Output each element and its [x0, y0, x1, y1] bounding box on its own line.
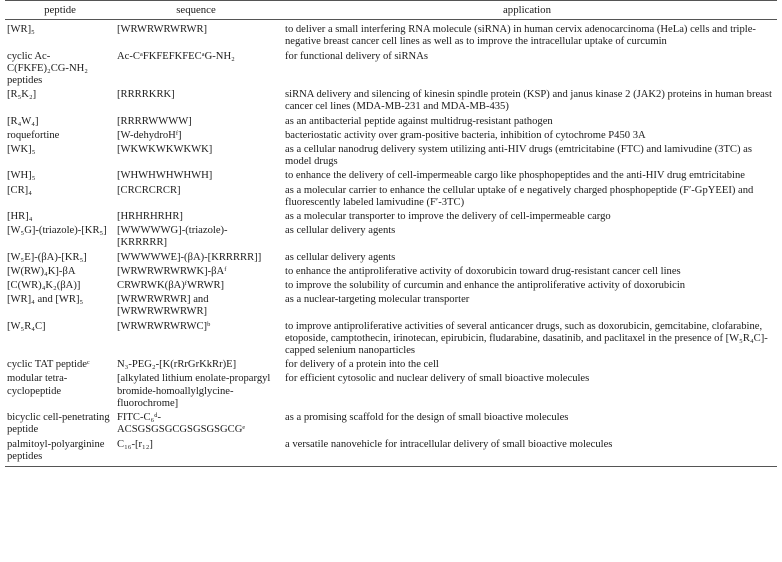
table-row — [5, 211, 777, 225]
application-cell: as a cellular nanodrug delivery system utilizing anti-HIV drugs (emtricitabine (FTC) and lamivudine (3TC) as model drugs — [285, 144, 752, 168]
table-row — [5, 20, 777, 51]
sequence-cell: N₃-PEG₂-[K(rRrGrKkRr)E] — [117, 359, 237, 371]
table-row — [5, 359, 777, 373]
application-cell: for functional delivery of siRNAs — [285, 50, 428, 62]
sequence-cell: CRWRWK(βA)ᶠWRWR] — [117, 280, 225, 292]
table-row — [5, 321, 777, 360]
table-row — [5, 116, 777, 130]
application-cell: to enhance the antiproliferative activity of doxorubicin toward drug-resistant cancer cell lines — [285, 265, 681, 277]
peptide-cell: [WH]₅ — [7, 170, 36, 182]
sequence-cell: [WRWRWRWRWC]ᵇ — [117, 320, 211, 332]
application-cell: for efficient cytosolic and nuclear delivery of small bioactive molecules — [285, 373, 590, 385]
peptide-cell: cyclic Ac-C(FKFE)₂CG-NH₂ peptides — [7, 50, 88, 87]
header-sequence: sequence — [115, 1, 277, 20]
peptide-cell: [R₅K₂] — [7, 89, 37, 101]
peptide-cell: [R₄W₄] — [7, 115, 39, 127]
sequence-cell: [WWWWWE]-(βA)-[KRRRRR]] — [117, 251, 262, 263]
sequence-cell: [WHWHWHWHWH] — [117, 170, 213, 182]
header-application: application — [277, 1, 777, 20]
peptide-cell: bicyclic cell-penetrating peptide — [7, 412, 110, 436]
peptide-cell: [WR]₄ and [WR]₅ — [7, 294, 84, 306]
peptide-cell: [W₅R₄C] — [7, 320, 46, 332]
sequence-cell: [CRCRCRCR] — [117, 184, 181, 196]
table-row — [5, 185, 777, 211]
sequence-cell: [RRRRWWWW] — [117, 115, 192, 127]
table-row — [5, 294, 777, 320]
table-row — [5, 89, 777, 115]
table-row — [5, 170, 777, 184]
peptide-cell: cyclic TAT peptideᶜ — [7, 359, 90, 371]
peptide-cell: [C(WR)₄K₂(βA)] — [7, 280, 81, 292]
sequence-cell: [RRRRKRK] — [117, 89, 175, 101]
application-cell: as cellular delivery agents — [285, 251, 396, 263]
table-row — [5, 252, 777, 266]
sequence-cell: [WWWWWG]-(triazole)-[KRRRRR] — [117, 225, 228, 249]
header-row — [5, 1, 777, 20]
sequence-cell: [WRWRWRWRWK]-βAᶠ — [117, 265, 227, 277]
peptide-cell: [HR]₄ — [7, 211, 33, 223]
sequence-cell: [WRWRWRWRWR] — [117, 24, 208, 36]
application-cell: to enhance the delivery of cell-impermeable cargo like phosphopeptides and the anti-HIV drug emtricitabine — [285, 170, 745, 182]
peptide-cell: roquefortine — [7, 129, 60, 141]
application-cell: for delivery of a protein into the cell — [285, 359, 439, 371]
application-cell: as a molecular transporter to improve the delivery of cell-impermeable cargo — [285, 211, 611, 223]
peptide-cell: palmitoyl-polyarginine peptides — [5, 439, 115, 467]
sequence-cell: [alkylated lithium enolate-propargyl bromide-homoallylglycine-fluorochrome] — [117, 373, 271, 409]
application-cell: siRNA delivery and silencing of kinesin spindle protein (KSP) and janus kinase 2 (JAK2) proteins in human breast cancer cel lines (MDA-MB-231 and MDA-MB-435) — [285, 89, 772, 113]
application-cell: as a molecular carrier to enhance the cellular uptake of e negatively charged phosphopeptide (F′-GpYEEI) and fluorescently labeled lamivudine (F′-3TC) — [285, 184, 754, 208]
application-cell: to improve antiproliferative activities of several anticancer drugs, such as doxorubicin, gemcitabine, clofarabine, etoposide, camptothecin, irinotecan, epirubicin, fludarabine, dasatinib, and paclitaxel in the presence of [W₅R₄C]-capped selenium nanoparticles — [285, 320, 768, 357]
peptide-cell: [CR]₄ — [7, 184, 32, 196]
application-cell: to improve the solubility of curcumin and enhance the antiproliferative activity of doxorubicin — [285, 280, 686, 292]
application-cell: as a nuclear-targeting molecular transporter — [285, 294, 470, 306]
table-row — [5, 412, 777, 438]
table-row — [5, 266, 777, 280]
peptide-cell: [W(RW)₄K]-βA — [7, 265, 76, 277]
sequence-cell: [WKWKWKWKWK] — [117, 144, 213, 156]
peptide-cell: [W₅E]-(βA)-[KR₅] — [7, 251, 87, 263]
sequence-cell: C₁₆-[r₁₂] — [115, 439, 277, 467]
table-row — [5, 225, 777, 251]
sequence-cell: Ac-CᵃFKFEFKFECᵃG-NH₂ — [117, 50, 235, 62]
table-row — [5, 439, 777, 467]
peptide-table — [5, 0, 777, 467]
sequence-cell: [WRWRWRWR] and [WRWRWRWRWR] — [117, 294, 209, 318]
application-cell: as an antibacterial peptide against multidrug-resistant pathogen — [285, 115, 553, 127]
application-cell: to deliver a small interfering RNA molecule (siRNA) in human cervix adenocarcinoma (HeLa) cells and triple-negative breast cancer cell lines as well as to improve the intracellular uptake of curcumin — [285, 24, 756, 48]
application-cell: as a promising scaffold for the design of small bioactive molecules — [285, 412, 569, 424]
peptide-cell: [WR]₅ — [7, 24, 35, 36]
table-row — [5, 280, 777, 294]
peptide-cell: modular tetra-cyclopeptide — [7, 373, 68, 397]
table-row — [5, 51, 777, 90]
table-row — [5, 130, 777, 144]
application-cell: a versatile nanovehicle for intracellular delivery of small bioactive molecules — [277, 439, 777, 467]
table-row — [5, 144, 777, 170]
sequence-cell: FITC-C₆ᵈ-ACSGSGSGCGSGSGSGCGᵉ — [117, 412, 246, 436]
header-peptide: peptide — [5, 1, 115, 20]
sequence-cell: [HRHRHRHR] — [117, 211, 183, 223]
peptide-cell: [WK]₅ — [7, 144, 36, 156]
sequence-cell: [W-dehydroHᶠ] — [117, 129, 182, 141]
application-cell: bacteriostatic activity over gram-positive bacteria, inhibition of cytochrome P450 3A — [285, 129, 646, 141]
peptide-cell: [W₅G]-(triazole)-[KR₅] — [7, 225, 107, 237]
table-row — [5, 373, 777, 412]
application-cell: as cellular delivery agents — [285, 225, 396, 237]
